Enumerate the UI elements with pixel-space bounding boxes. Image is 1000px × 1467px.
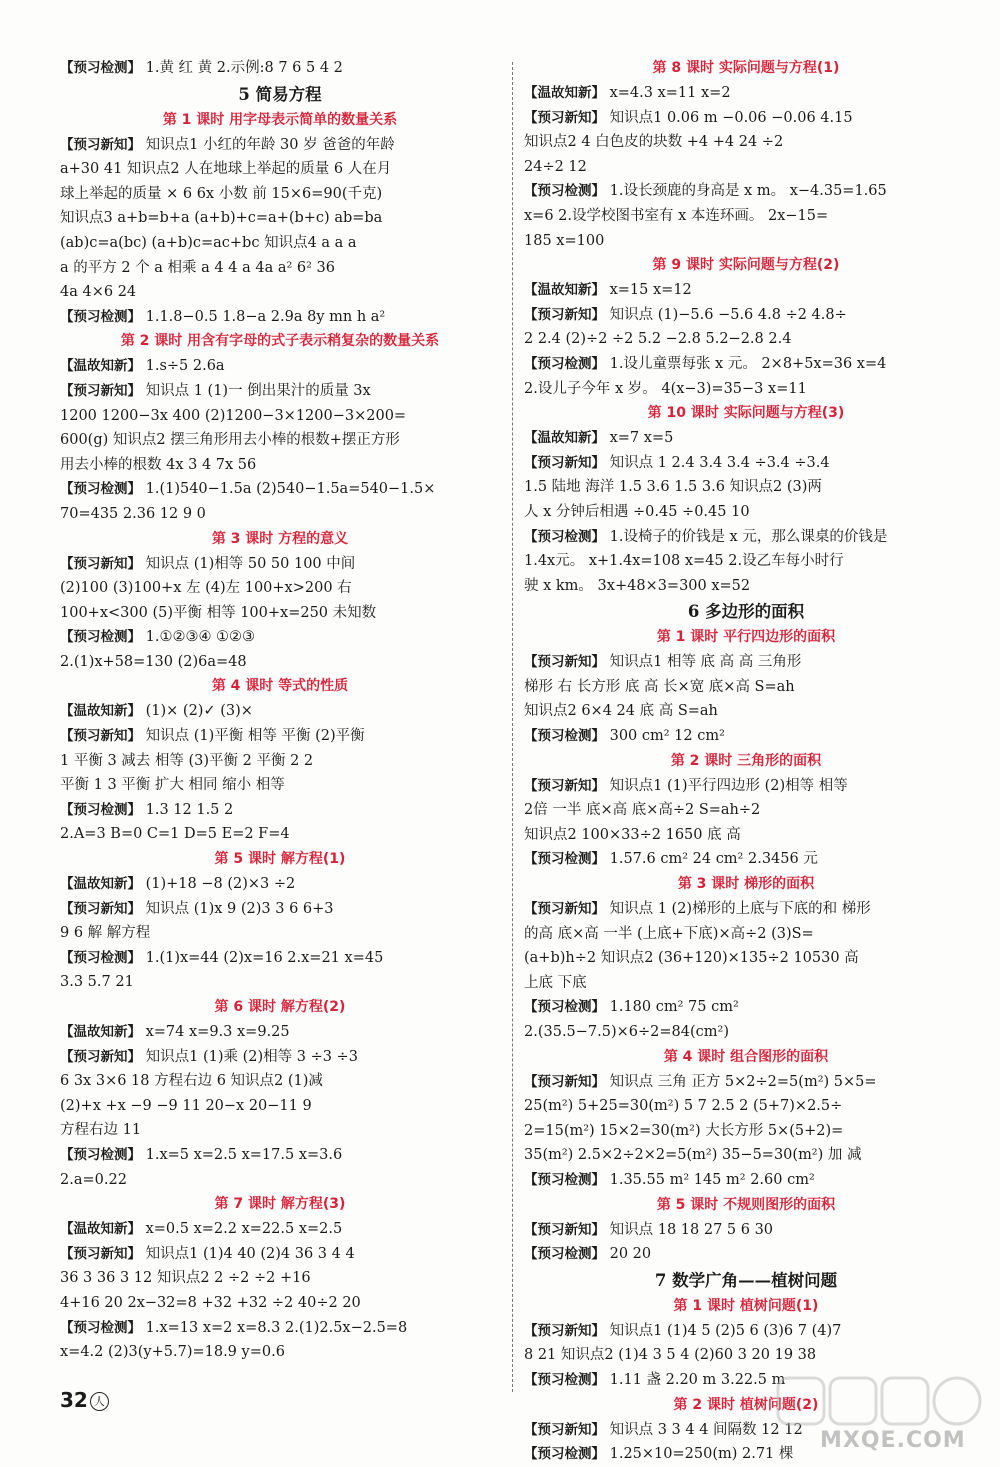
section-tag: 【温故知新】 [524,430,605,447]
section-tag: 【预习新知】 [524,901,605,918]
section-tag: 【预习检测】 [60,949,141,966]
answer-line: 1.4x元。 x+1.4x=108 x=45 2.设乙车每小时行 [524,553,844,570]
answer-line: 2.(1)x+58=130 (2)6a=48 [60,653,247,670]
lesson-heading: 第 6 课时 解方程(2) [214,999,346,1015]
answer-line: 4+16 20 2x−32=8 +32 +32 ÷2 40÷2 20 [60,1294,361,1311]
section-tag: 【预习新知】 [60,1048,141,1065]
answer-line: 【预习新知】 知识点 18 18 27 5 6 30 [524,1221,774,1238]
section-tag: 【预习新知】 [524,1322,605,1339]
answer-line: 【预习检测】 1.设儿童票每张 x 元。 2×8+5x=36 x=4 [524,355,887,372]
answer-line: 【预习检测】 1.黄 红 黄 2.示例:8 7 6 5 4 2 [60,60,343,76]
left-column [60,56,500,1365]
answer-line: 用去小棒的根数 4x 3 4 7x 56 [60,456,257,473]
answer-line: 【预习检测】 1.25×10=250(m) 2.71 棵 [524,1446,794,1463]
column-divider [512,62,513,1392]
answer-line: 6 3x 3×6 18 方程右边 6 知识点2 (1)减 [60,1073,323,1090]
answer-line: 4a 4×6 24 [60,284,137,301]
answer-line: 1.5 陆地 海洋 1.5 3.6 1.5 3.6 知识点2 (3)两 [524,479,822,496]
answer-line: 2 2.4 (2)÷2 ÷2 5.2 −2.8 5.2−2.8 2.4 [524,331,792,348]
answer-line: 梯形 右 长方形 底 高 长×宽 底×高 S=ah [524,678,795,695]
answer-line: 【预习新知】 知识点1 (1)4 5 (2)5 6 (3)6 7 (4)7 [524,1322,842,1339]
answer-line: 【预习新知】 知识点 1 2.4 3.4 3.4 ÷3.4 ÷3.4 [524,454,830,471]
answer-line: 【预习新知】 知识点 3 3 4 4 间隔数 12 12 [524,1421,803,1438]
answer-line: 25(m²) 5+25=30(m²) 5 7 2.5 2 (5+7)×2.5÷ [524,1098,843,1115]
answer-line: (ab)c=a(bc) (a+b)c=ac+bc 知识点4 a a a [60,234,357,251]
section-tag: 【预习检测】 [60,60,141,76]
lesson-heading: 第 4 课时 等式的性质 [211,678,349,695]
answer-line: 【预习检测】 1.设长颈鹿的身高是 x m。 x−4.35=1.65 [524,183,887,200]
answer-line: 【温故知新】 x=4.3 x=11 x=2 [524,85,731,101]
answer-line: 2.(35.5−7.5)×6÷2=84(cm²) [524,1024,729,1040]
answer-line: 【预习检测】 20 20 [524,1246,652,1263]
answer-line: 【预习检测】 1.3 12 1.5 2 [60,801,234,818]
lesson-heading: 第 2 课时 植树问题(2) [673,1396,819,1413]
section-tag: 【预习检测】 [524,728,605,745]
answer-line: 70=435 2.36 12 9 0 [60,505,206,522]
unit-heading: 7 数学广角——植树问题 [654,1270,838,1290]
section-tag: 【预习新知】 [524,306,605,323]
section-tag: 【预习新知】 [524,109,605,126]
section-tag: 【温故知新】 [524,282,605,299]
answer-line: 100+x<300 (5)平衡 相等 100+x=250 未知数 [60,604,377,621]
answer-line: 的高 底×高 一半 (上底+下底)×高÷2 (3)S= [524,925,814,942]
right-column [524,56,968,1467]
section-tag: 【预习检测】 [524,183,605,200]
section-tag: 【温故知新】 [60,703,141,720]
answer-line: (2)100 (3)100+x 左 (4)左 100+x>200 右 [60,580,352,597]
answer-line: 【预习检测】 1.180 cm² 75 cm² [524,999,739,1016]
answer-line: 【温故知新】 x=0.5 x=2.2 x=22.5 x=2.5 [60,1221,343,1238]
section-tag: 【预习检测】 [524,999,605,1016]
section-tag: 【预习新知】 [60,555,141,572]
section-tag: 【预习检测】 [60,308,141,325]
lesson-heading: 第 1 课时 植树问题(1) [673,1297,819,1314]
section-tag: 【预习新知】 [524,1221,605,1238]
section-tag: 【温故知新】 [524,85,605,101]
answer-line: 知识点2 6×4 24 底 高 S=ah [524,703,718,720]
edition-mark: 人 [90,1392,109,1411]
answer-line: 【预习新知】 知识点 (1)平衡 相等 平衡 (2)平衡 [60,728,365,745]
answer-line: 24÷2 12 [524,158,587,175]
answer-line: 1 平衡 3 减去 相等 (3)平衡 2 平衡 2 2 [60,752,314,769]
section-tag: 【预习新知】 [60,136,141,153]
section-tag: 【预习检测】 [60,481,141,498]
answer-line: 【预习新知】 知识点 (1)相等 50 50 100 中间 [60,555,356,572]
lesson-heading: 第 9 课时 实际问题与方程(2) [652,257,840,274]
answer-line: 185 x=100 [524,232,605,249]
answer-line: 【温故知新】 x=74 x=9.3 x=9.25 [60,1024,290,1040]
section-tag: 【预习新知】 [524,1073,605,1090]
answer-line: 【预习检测】 1.(1)540−1.5a (2)540−1.5a=540−1.5× [60,481,436,498]
section-tag: 【预习检测】 [60,629,141,646]
answer-line: (2)+x +x −9 −9 11 20−x 20−11 9 [60,1097,312,1114]
answer-line: 3.3 5.7 21 [60,974,134,991]
answer-line: 【预习新知】 知识点1 (1)平行四边形 (2)相等 相等 [524,777,848,794]
page-number: 32 人 [60,1388,109,1412]
section-tag: 【预习检测】 [524,851,605,868]
answer-line: 1200 1200−3x 400 (2)1200−3×1200−3×200= [60,407,407,424]
answer-line: a 的平方 2 个 a 相乘 a 4 4 a 4a a² 6² 36 [60,259,335,276]
answer-line: 2.A=3 B=0 C=1 D=5 E=2 F=4 [60,826,290,843]
answer-line: 【预习检测】 1.x=5 x=2.5 x=17.5 x=3.6 [60,1146,343,1163]
section-tag: 【温故知新】 [60,1221,141,1238]
answer-line: 【预习检测】 1.①②③④ ①②③ [60,629,256,646]
answer-line: 人 x 分钟后相遇 ÷0.45 ÷0.45 10 [524,503,750,520]
section-tag: 【温故知新】 [60,876,141,893]
lesson-heading: 第 1 课时 平行四边形的面积 [656,629,836,646]
section-tag: 【预习新知】 [60,728,141,745]
answer-line: 方程右边 11 [60,1122,142,1139]
watermark-text: MXQE.COM [820,1428,966,1453]
section-tag: 【预习检测】 [524,1246,605,1263]
lesson-heading: 第 10 课时 实际问题与方程(3) [647,405,845,422]
section-tag: 【预习新知】 [60,382,141,399]
answer-line: 球上举起的质量 × 6 6x 小数 前 15×6=90(千克) [60,185,383,202]
section-tag: 【预习检测】 [60,801,141,818]
lesson-heading: 第 3 课时 梯形的面积 [677,876,815,893]
lesson-heading: 第 5 课时 不规则图形的面积 [656,1196,836,1213]
lesson-heading: 第 5 课时 解方程(1) [214,851,346,868]
answer-line: 【预习检测】 1.设椅子的价钱是 x 元，那么课桌的价钱是 [524,528,888,545]
answer-line: 【预习检测】 1.x=13 x=2 x=8.3 2.(1)2.5x−2.5=8 [60,1319,408,1336]
answer-line: 35(m²) 2.5×2÷2×2=5(m²) 35−5=30(m²) 加 减 [524,1147,862,1164]
answer-line: 2=15(m²) 15×2=30(m²) 大长方形 5×(5+2)= [524,1122,844,1139]
section-tag: 【预习检测】 [60,1146,141,1163]
answer-line: 【预习检测】 1.57.6 cm² 24 cm² 2.3456 元 [524,851,818,868]
answer-line: 上底 下底 [524,974,587,991]
answer-line: 【预习新知】 知识点 1 (1)一 倒出果汁的质量 3x [60,382,371,399]
lesson-heading: 第 2 课时 三角形的面积 [670,752,822,769]
answer-line: 知识点2 4 白色皮的块数 +4 +4 24 ÷2 [524,134,784,151]
answer-line: 【预习新知】 知识点 (1)−5.6 −5.6 4.8 ÷2 4.8÷ [524,306,847,323]
section-tag: 【预习检测】 [524,528,605,545]
answer-line: 2.设儿子今年 x 岁。 4(x−3)=35−3 x=11 [524,380,807,397]
section-tag: 【温故知新】 [60,1024,141,1040]
lesson-heading: 第 2 课时 用含有字母的式子表示稍复杂的数量关系 [120,333,440,350]
lesson-heading: 第 7 课时 解方程(3) [214,1196,346,1213]
answer-line: 2.a=0.22 [60,1171,127,1188]
answer-line: 【温故知新】 (1)+18 −8 (2)×3 ÷2 [60,876,296,893]
answer-line: 【预习新知】 知识点1 (1)乘 (2)相等 3 ÷3 ÷3 [60,1048,358,1065]
section-tag: 【预习检测】 [524,355,605,372]
unit-heading: 6 多边形的面积 [687,602,805,622]
answer-line: 知识点2 100×33÷2 1650 底 高 [524,826,741,843]
section-tag: 【预习检测】 [524,1371,605,1388]
answer-line: 2倍 一半 底×高 底×高÷2 S=ah÷2 [524,802,761,819]
answer-line: a+30 41 知识点2 人在地球上举起的质量 6 人在月 [60,161,392,178]
section-tag: 【预习新知】 [524,777,605,794]
answer-line: 600(g) 知识点2 摆三角形用去小棒的根数+摆正方形 [60,432,400,449]
unit-heading: 5 简易方程 [238,84,322,104]
lesson-heading: 第 8 课时 实际问题与方程(1) [652,60,840,76]
answer-line: 【温故知新】 (1)× (2)✓ (3)× [60,703,253,720]
answer-line: 8 21 知识点2 (1)4 3 5 4 (2)60 3 20 19 38 [524,1347,817,1364]
answer-line: 【预习新知】 知识点 1 (2)梯形的上底与下底的和 梯形 [524,901,871,918]
answer-line: x=6 2.设学校图书室有 x 本连环画。 2x−15= [524,207,829,224]
answer-line: 【预习新知】 知识点1 (1)4 40 (2)4 36 3 4 4 [60,1245,355,1262]
section-tag: 【温故知新】 [60,358,141,375]
section-tag: 【预习检测】 [524,1446,605,1463]
answer-line: 【预习新知】 知识点 三角 正方 5×2÷2=5(m²) 5×5= [524,1073,877,1090]
section-tag: 【预习新知】 [524,654,605,671]
answer-line: 9 6 解 解方程 [60,925,151,942]
answer-line: 平衡 1 3 平衡 扩大 相同 缩小 相等 [60,777,285,794]
lesson-heading: 第 4 课时 组合图形的面积 [663,1048,829,1065]
answer-line: 【预习新知】 知识点 (1)x 9 (2)3 3 6 6+3 [60,900,334,917]
section-tag: 【预习新知】 [60,900,141,917]
answer-line: 【温故知新】 x=7 x=5 [524,430,674,447]
section-tag: 【预习检测】 [524,1171,605,1188]
answer-line: x=4.2 (2)3(y+5.7)=18.9 y=0.6 [60,1344,285,1361]
section-tag: 【预习检测】 [60,1319,141,1336]
answer-line: 【预习检测】 1.1.8−0.5 1.8−a 2.9a 8y mn h a² [60,308,386,325]
answer-line: 【预习检测】 1.(1)x=44 (2)x=16 2.x=21 x=45 [60,949,384,966]
answer-line: 驶 x km。 3x+48×3=300 x=52 [524,577,751,594]
answer-line: 【温故知新】 1.s÷5 2.6a [60,358,225,375]
lesson-heading: 第 1 课时 用字母表示简单的数量关系 [162,111,398,128]
answer-line: 【预习新知】 知识点1 0.06 m −0.06 −0.06 4.15 [524,109,853,126]
section-tag: 【预习新知】 [524,1421,605,1438]
answer-line: 【预习新知】 知识点1 相等 底 高 高 三角形 [524,654,802,671]
section-tag: 【预习新知】 [60,1245,141,1262]
lesson-heading: 第 3 课时 方程的意义 [211,530,349,547]
answer-line: 【预习检测】 1.35.55 m² 145 m² 2.60 cm² [524,1171,815,1188]
answer-line: 【预习检测】 300 cm² 12 cm² [524,728,725,745]
answer-line: 【温故知新】 x=15 x=12 [524,282,692,299]
answer-line: 【预习新知】 知识点1 小红的年龄 30 岁 爸爸的年龄 [60,136,395,153]
answer-line: 知识点3 a+b=b+a (a+b)+c=a+(b+c) ab=ba [60,210,383,227]
answer-line: 36 3 36 3 12 知识点2 2 ÷2 ÷2 +16 [60,1270,311,1287]
answer-line: (a+b)h÷2 知识点2 (36+120)×135÷2 10530 高 [524,950,859,967]
answer-line: 【预习检测】 1.11 盏 2.20 m 3.22.5 m [524,1371,786,1388]
section-tag: 【预习新知】 [524,454,605,471]
